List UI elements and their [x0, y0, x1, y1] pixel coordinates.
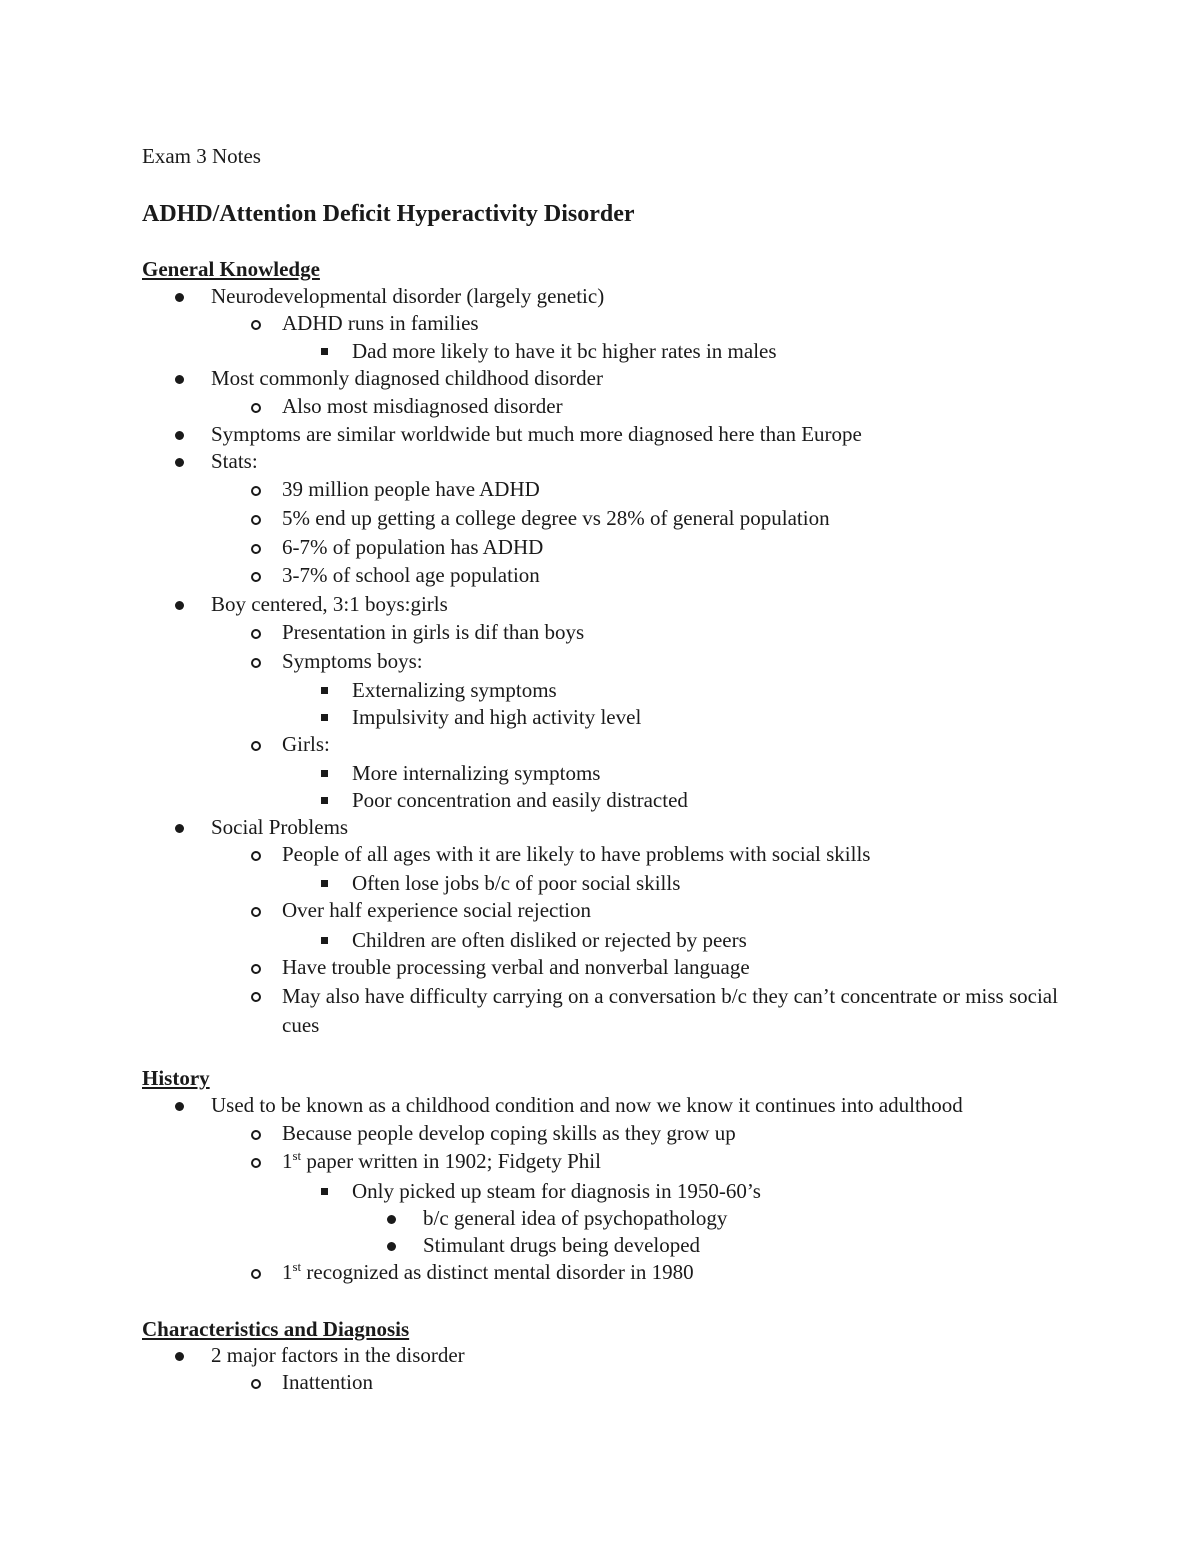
list-item: Social Problems	[211, 814, 348, 841]
list-item: ADHD runs in families	[282, 310, 479, 337]
bullet-disc-icon	[175, 448, 211, 475]
bullet-circle-icon	[251, 505, 287, 532]
list-item: Dad more likely to have it bc higher rates in males	[352, 338, 777, 365]
list-item: Also most misdiagnosed disorder	[282, 393, 563, 420]
bullet-square-icon	[319, 760, 355, 787]
bullet-square-icon	[319, 338, 355, 365]
list-item: More internalizing symptoms	[352, 760, 600, 787]
list-item: Used to be known as a childhood condition and now we know it continues into adulthood	[211, 1092, 963, 1119]
list-item: 39 million people have ADHD	[282, 476, 540, 503]
list-item: Poor concentration and easily distracted	[352, 787, 688, 814]
bullet-circle-icon	[251, 731, 287, 758]
list-item: People of all ages with it are likely to have problems with social skills	[282, 841, 870, 868]
section-heading-characteristics-diagnosis: Characteristics and Diagnosis	[142, 1317, 410, 1341]
list-item: Only picked up steam for diagnosis in 1950-60’s	[352, 1178, 761, 1205]
bullet-circle-icon	[251, 954, 287, 981]
list-item: 1st recognized as distinct mental disorder in 1980	[282, 1259, 694, 1286]
bullet-square-icon	[319, 787, 355, 814]
bullet-circle-icon	[251, 982, 287, 1009]
list-item: Often lose jobs b/c of poor social skills	[352, 870, 680, 897]
bullet-square-icon	[319, 870, 355, 897]
list-item: Over half experience social rejection	[282, 897, 591, 924]
main-heading: ADHD/Attention Deficit Hyperactivity Disorder	[142, 201, 635, 227]
list-item: Boy centered, 3:1 boys:girls	[211, 591, 448, 618]
list-item: Have trouble processing verbal and nonverbal language	[282, 954, 750, 981]
list-item: May also have difficulty carrying on a conversation b/c they can’t concentrate or miss social cues	[282, 982, 1062, 1040]
bullet-disc-icon	[175, 283, 211, 310]
bullet-disc-icon	[175, 1092, 211, 1119]
list-item: Impulsivity and high activity level	[352, 704, 641, 731]
bullet-disc-icon	[175, 814, 211, 841]
list-item: 5% end up getting a college degree vs 28% of general population	[282, 505, 830, 532]
list-item: Neurodevelopmental disorder (largely genetic)	[211, 283, 604, 310]
list-item: Inattention	[282, 1369, 373, 1396]
bullet-circle-icon	[251, 1369, 287, 1396]
bullet-square-icon	[319, 1178, 355, 1205]
list-item: 1st paper written in 1902; Fidgety Phil	[282, 1148, 601, 1175]
bullet-square-icon	[319, 704, 355, 731]
list-item: 2 major factors in the disorder	[211, 1342, 465, 1369]
bullet-circle-icon	[251, 841, 287, 868]
list-item: Most commonly diagnosed childhood disorder	[211, 365, 603, 392]
list-item: b/c general idea of psychopathology	[423, 1205, 727, 1232]
list-item: Presentation in girls is dif than boys	[282, 619, 584, 646]
bullet-square-icon	[319, 677, 355, 704]
bullet-circle-icon	[251, 1120, 287, 1147]
list-item: Stimulant drugs being developed	[423, 1232, 700, 1259]
bullet-disc-icon	[387, 1205, 423, 1232]
list-item: Externalizing symptoms	[352, 677, 557, 704]
bullet-circle-icon	[251, 1148, 287, 1175]
bullet-circle-icon	[251, 393, 287, 420]
bullet-disc-icon	[175, 591, 211, 618]
bullet-circle-icon	[251, 476, 287, 503]
list-item: Children are often disliked or rejected by peers	[352, 927, 747, 954]
list-item: 3-7% of school age population	[282, 562, 540, 589]
section-heading-general-knowledge: General Knowledge	[142, 257, 320, 281]
bullet-circle-icon	[251, 897, 287, 924]
bullet-disc-icon	[175, 1342, 211, 1369]
bullet-disc-icon	[387, 1232, 423, 1259]
list-item: Stats:	[211, 448, 258, 475]
bullet-circle-icon	[251, 534, 287, 561]
list-item: Symptoms boys:	[282, 648, 423, 675]
bullet-disc-icon	[175, 421, 211, 448]
section-heading-history: History	[142, 1066, 210, 1090]
bullet-square-icon	[319, 927, 355, 954]
list-item: Because people develop coping skills as they grow up	[282, 1120, 736, 1147]
bullet-circle-icon	[251, 310, 287, 337]
bullet-circle-icon	[251, 1259, 287, 1286]
list-item: Symptoms are similar worldwide but much more diagnosed here than Europe	[211, 421, 862, 448]
document-title: Exam 3 Notes	[142, 144, 261, 168]
bullet-disc-icon	[175, 365, 211, 392]
bullet-circle-icon	[251, 648, 287, 675]
list-item: 6-7% of population has ADHD	[282, 534, 543, 561]
bullet-circle-icon	[251, 619, 287, 646]
bullet-circle-icon	[251, 562, 287, 589]
list-item: Girls:	[282, 731, 330, 758]
